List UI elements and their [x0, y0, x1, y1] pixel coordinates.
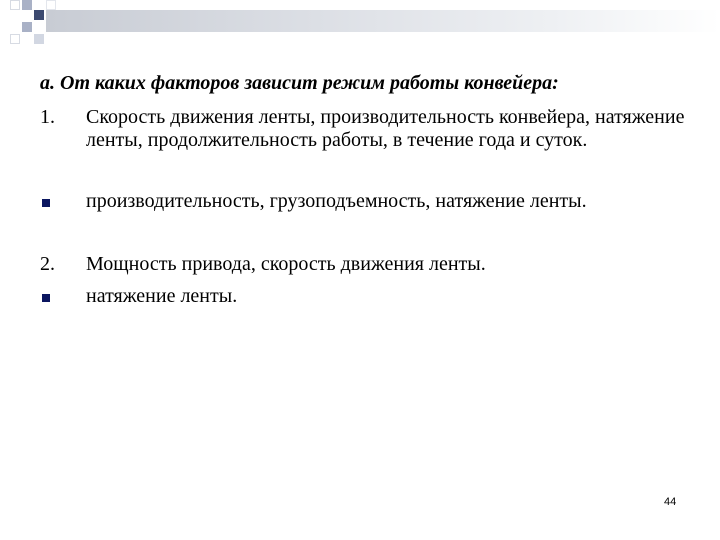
list-item: [40, 190, 686, 213]
list-number: 2.: [40, 253, 55, 275]
decor-square-icon: [10, 34, 20, 44]
decor-square-icon: [22, 22, 32, 32]
decor-square-icon: [22, 0, 32, 10]
decor-square-icon: [46, 0, 56, 10]
header-decoration: [0, 0, 720, 48]
decor-square-icon: [10, 0, 20, 10]
page-number: 44: [664, 496, 677, 508]
list-item-text: Скорость движения ленты, производительность конвейера, натяжение ленты, продолжительность работы, в течение года и суток.: [86, 106, 685, 151]
slide-title: а. От каких факторов зависит режим работы конвейера:: [40, 72, 559, 94]
decor-square-icon: [34, 34, 44, 44]
list-item: [40, 253, 686, 276]
list-item: [40, 106, 686, 152]
list-item-text: Мощность привода, скорость движения ленты.: [86, 253, 486, 275]
decor-square-icon: [34, 10, 44, 20]
list-item: [40, 285, 686, 308]
list-item-text: производительность, грузоподъемность, натяжение ленты.: [86, 190, 587, 212]
list-item-text: натяжение ленты.: [86, 285, 238, 307]
header-gradient-bar: [46, 10, 720, 32]
list-number: 1.: [40, 106, 55, 128]
square-bullet-icon: [42, 199, 50, 207]
square-bullet-icon: [42, 294, 50, 302]
